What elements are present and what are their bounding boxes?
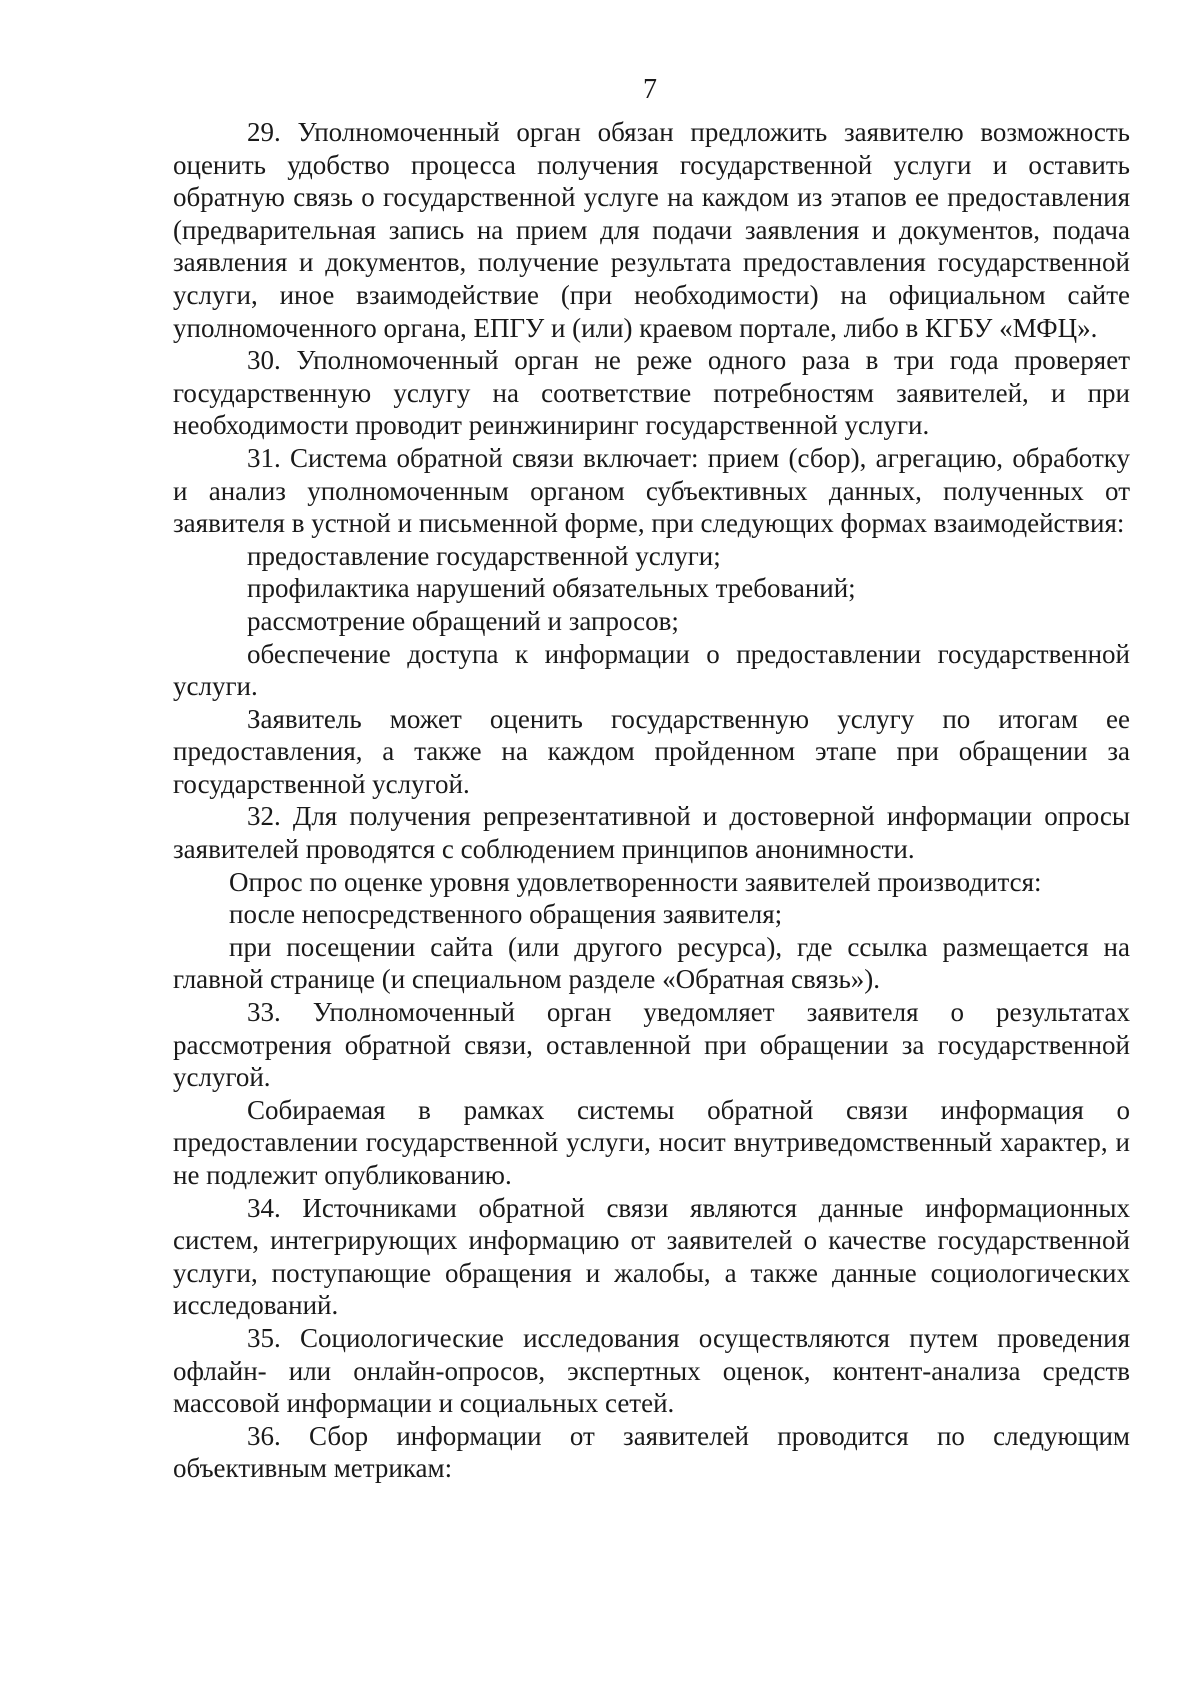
paragraph-30: 30. Уполномоченный орган не реже одного раза в три года проверяет государственную услугу на соответствие потребностям заявителей, и при необходимости проводит реинжиниринг государственной услуги. bbox=[173, 345, 1130, 441]
list-item-after-appeal: после непосредственного обращения заявителя; bbox=[229, 899, 783, 930]
paragraph-collected-info: Собираемая в рамках системы обратной связи информация о предоставлении государственной услуги, носит внутриведомственный характер, и не подлежит опубликованию. bbox=[173, 1094, 1130, 1190]
paragraph-34: 34. Источниками обратной связи являются данные информационных систем, интегрирующих информацию от заявителей о качестве государственной услуги, поступающие обращения и жалобы, а также данные социологических исследований. bbox=[173, 1192, 1130, 1321]
paragraph-35: 35. Социологические исследования осуществляются путем проведения офлайн- или онлайн-опросов, экспертных оценок, контент-анализа средств массовой информации и социальных сетей. bbox=[173, 1322, 1130, 1419]
paragraph-survey-intro: Опрос по оценке уровня удовлетворенности заявителей производится: bbox=[229, 866, 1042, 897]
document-body bbox=[173, 116, 1130, 1485]
paragraph-33: 33. Уполномоченный орган уведомляет заявителя о результатах рассмотрения обратной связи, оставленной при обращении за государственной услугой. bbox=[173, 997, 1130, 1093]
list-item-site-visit: при посещении сайта (или другого ресурса), где ссылка размещается на главной странице (и специальном разделе «Обратная связь»). bbox=[173, 931, 1130, 995]
list-item-appeals-review: рассмотрение обращений и запросов; bbox=[247, 605, 679, 636]
paragraph-31: 31. Система обратной связи включает: прием (сбор), агрегацию, обработку и анализ уполномоченным органом субъективных данных, полученных от заявителя в устной и письменной форме, при следующих формах взаимодействия: bbox=[173, 442, 1130, 539]
page-number: 7 bbox=[643, 74, 657, 105]
list-item-violation-prevention: профилактика нарушений обязательных требований; bbox=[247, 573, 856, 604]
paragraph-32: 32. Для получения репрезентативной и достоверной информации опросы заявителей проводятся с соблюдением принципов анонимности. bbox=[173, 801, 1130, 865]
list-item-service-provision: предоставление государственной услуги; bbox=[247, 540, 721, 571]
paragraph-36: 36. Сбор информации от заявителей проводится по следующим объективным метрикам: bbox=[173, 1420, 1130, 1484]
paragraph-applicant-rating: Заявитель может оценить государственную услугу по итогам ее предоставления, а также на каждом пройденном этапе при обращении за государственной услугой. bbox=[173, 703, 1130, 799]
list-item-information-access: обеспечение доступа к информации о предоставлении государственной услуги. bbox=[173, 638, 1130, 702]
paragraph-29: 29. Уполномоченный орган обязан предложить заявителю возможность оценить удобство процесса получения государственной услуги и оставить обратную связь о государственной услуге на каждом из этапов ее предоставления (предварительная запись на прием для подачи заявления и документов, подача заявления и документов, получение результата предоставления государственной услуги, иное взаимодействие (при необходимости) на официальном сайте уполномоченного органа, ЕПГУ и (или) краевом портале, либо в КГБУ «МФЦ». bbox=[173, 117, 1130, 343]
